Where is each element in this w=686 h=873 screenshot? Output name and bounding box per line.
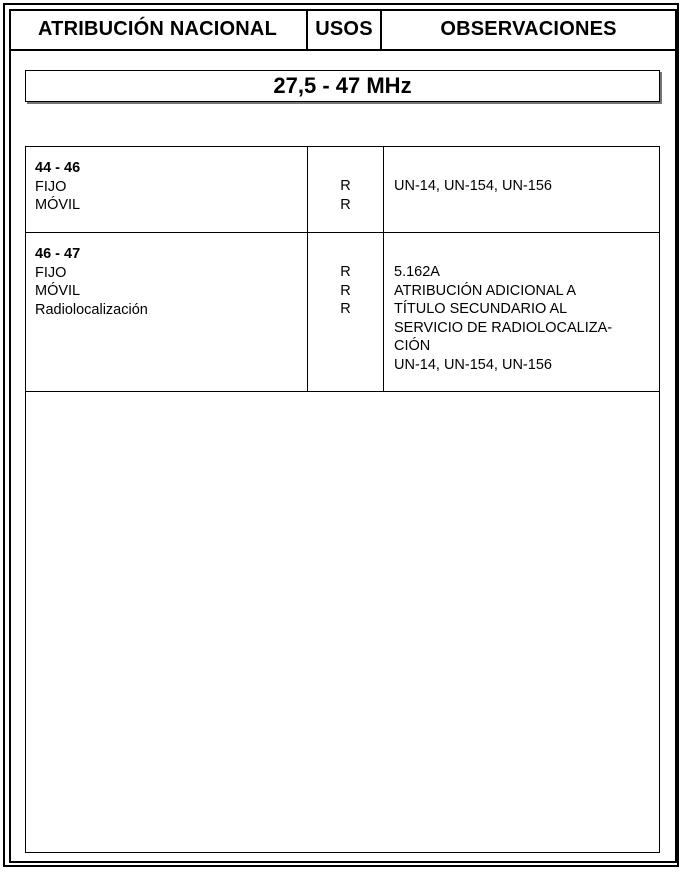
header-atribucion-nacional: ATRIBUCIÓN NACIONAL	[38, 17, 277, 40]
header-observaciones: OBSERVACIONES	[440, 17, 617, 40]
atribucion-cell	[26, 147, 308, 232]
atribucion-cell	[26, 233, 308, 391]
uso-item: R	[340, 178, 351, 194]
observaciones-cell	[384, 233, 659, 391]
observacion-item: UN-14, UN-154, UN-156	[394, 356, 552, 373]
usos-cell	[308, 147, 384, 232]
observacion-item: ATRIBUCIÓN ADICIONAL A	[394, 282, 577, 299]
range-label: 44 - 46	[35, 160, 81, 176]
service-item: FIJO	[35, 178, 67, 195]
table-header	[9, 9, 677, 51]
uso-item: R	[340, 196, 351, 213]
observacion-item: UN-14, UN-154, UN-156	[394, 178, 552, 194]
service-item: FIJO	[35, 264, 67, 281]
service-item: Radiolocalización	[35, 301, 148, 318]
observacion-item: 5.162A	[394, 264, 440, 280]
table-row	[26, 147, 659, 233]
header-usos: USOS	[306, 9, 382, 49]
frequency-band-title: 27,5 - 47 MHz	[25, 70, 660, 102]
service-item: MÓVIL	[35, 197, 81, 213]
uso-item: R	[340, 282, 351, 299]
uso-item: R	[340, 301, 351, 317]
allocation-table	[25, 146, 660, 853]
observacion-item: SERVICIO DE RADIOLOCALIZA-	[394, 319, 613, 336]
service-item: MÓVIL	[35, 283, 81, 299]
usos-cell	[308, 233, 384, 391]
table-row	[26, 233, 659, 392]
observacion-item: CIÓN	[394, 338, 431, 354]
uso-item: R	[340, 264, 351, 280]
observacion-item: TÍTULO SECUNDARIO AL	[394, 301, 568, 317]
range-label: 46 - 47	[35, 246, 81, 262]
observaciones-cell	[384, 147, 659, 232]
